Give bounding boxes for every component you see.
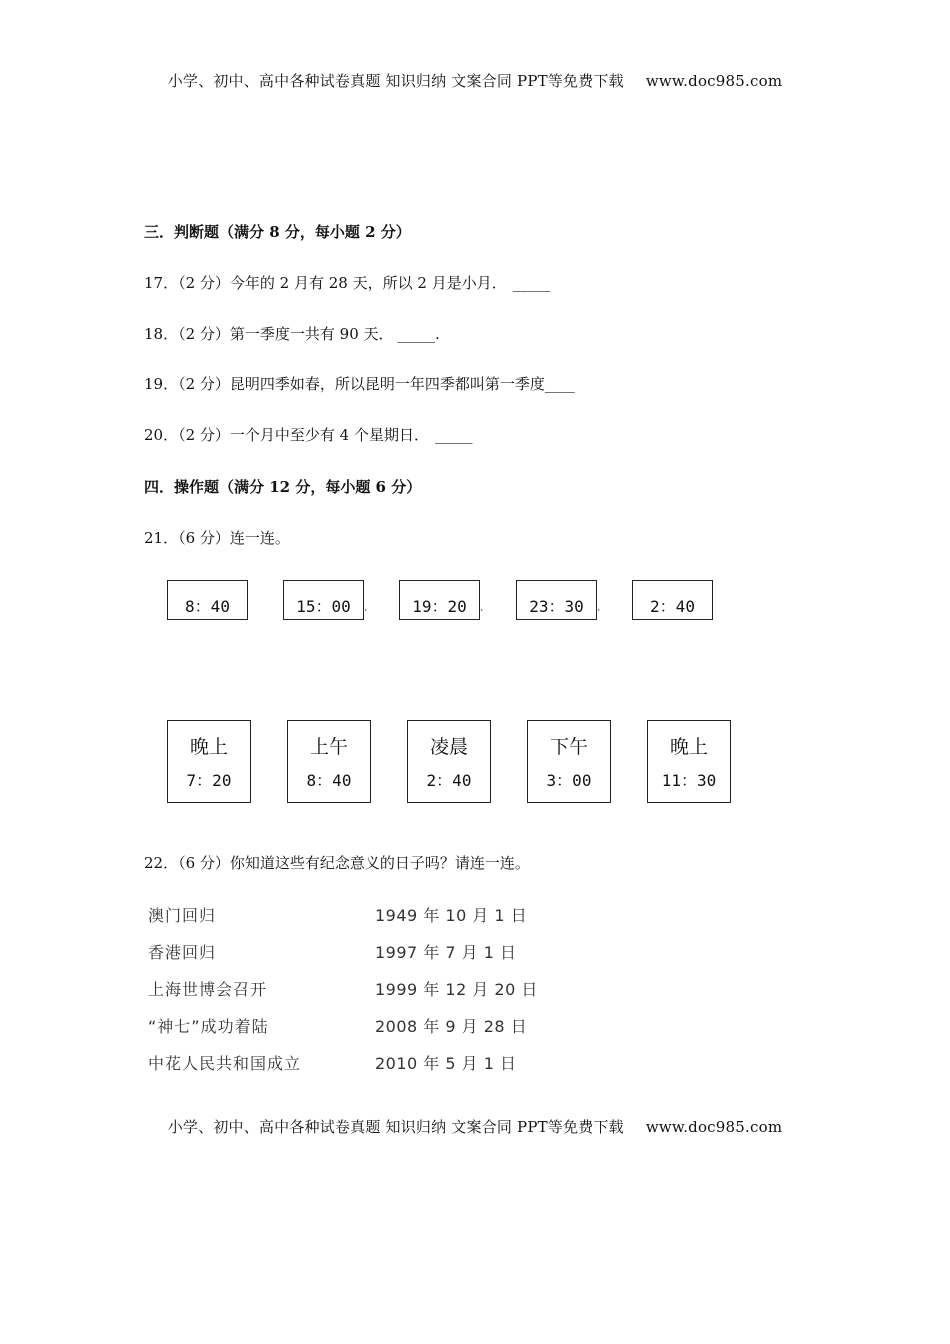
question-number: 18． bbox=[144, 325, 179, 343]
footer-text: 小学、初中、高中各种试卷真题 知识归纳 文案合同 PPT等免费下载 bbox=[167, 1118, 624, 1136]
dot-marker: ⸳ bbox=[480, 604, 483, 615]
clock-time: 7：20 bbox=[186, 771, 232, 790]
period-label: 晚上 bbox=[189, 736, 228, 758]
date-item[interactable]: 2008 年 9 月 28 日 bbox=[375, 1017, 528, 1036]
question-score: （2 分） bbox=[178, 325, 230, 343]
question-19 bbox=[144, 373, 575, 394]
event-item[interactable]: 中花人民共和国成立 bbox=[148, 1054, 302, 1073]
clock-time: 2：40 bbox=[426, 771, 472, 790]
question-score: （6 分） bbox=[178, 854, 230, 872]
page-header bbox=[0, 70, 950, 91]
date-item[interactable]: 1949 年 10 月 1 日 bbox=[375, 906, 528, 925]
question-text: 连一连。 bbox=[229, 529, 290, 547]
period-label: 晚上 bbox=[669, 736, 708, 758]
question-score: （2 分） bbox=[178, 375, 230, 393]
question-text: 你知道这些有纪念意义的日子吗？请连一连。 bbox=[229, 854, 530, 872]
time-label: 15：00 bbox=[296, 597, 351, 616]
question-number: 19． bbox=[144, 375, 179, 393]
period-label: 下午 bbox=[549, 736, 588, 758]
clock-time: 8：40 bbox=[306, 771, 352, 790]
period-label: 凌晨 bbox=[429, 736, 468, 758]
time-box-top[interactable] bbox=[399, 580, 483, 620]
answer-blank[interactable]: _____ bbox=[435, 426, 473, 444]
date-item[interactable]: 1999 年 12 月 20 日 bbox=[375, 980, 538, 999]
date-item[interactable]: 1997 年 7 月 1 日 bbox=[375, 943, 517, 962]
time-box-top[interactable] bbox=[283, 580, 367, 620]
header-site: www.doc985.com bbox=[645, 72, 783, 90]
question-text: 第一季度一共有 90 天． bbox=[229, 325, 394, 343]
header-text: 小学、初中、高中各种试卷真题 知识归纳 文案合同 PPT等免费下载 bbox=[167, 72, 624, 90]
time-box-top[interactable] bbox=[516, 580, 600, 620]
question-text: 一个月中至少有 4 个星期日． bbox=[229, 426, 429, 444]
time-box-bottom[interactable] bbox=[647, 720, 731, 803]
answer-blank[interactable]: _____ bbox=[512, 274, 551, 292]
question-21 bbox=[144, 527, 290, 548]
dot-marker: ⸳ bbox=[597, 604, 600, 615]
question-score: （2 分） bbox=[178, 426, 230, 444]
clock-time: 11：30 bbox=[661, 771, 717, 790]
time-box-bottom[interactable] bbox=[527, 720, 611, 803]
question-number: 22． bbox=[144, 854, 179, 872]
question-text: 昆明四季如春，所以昆明一年四季都叫第一季度 bbox=[229, 375, 545, 393]
time-label: 8：40 bbox=[185, 597, 230, 616]
time-box-bottom[interactable] bbox=[287, 720, 371, 803]
time-label: 23：30 bbox=[529, 597, 584, 616]
question-18 bbox=[144, 323, 440, 344]
question-score: （2 分） bbox=[178, 274, 230, 292]
time-box-top[interactable] bbox=[632, 580, 713, 620]
clock-time: 3：00 bbox=[546, 771, 592, 790]
event-item[interactable]: 上海世博会召开 bbox=[148, 980, 268, 999]
time-box-bottom[interactable] bbox=[167, 720, 251, 803]
time-box-bottom[interactable] bbox=[407, 720, 491, 803]
period-label: 上午 bbox=[309, 736, 348, 758]
dot-marker: ⸳ bbox=[364, 604, 367, 615]
question-22 bbox=[144, 852, 530, 873]
page-footer bbox=[0, 1116, 950, 1137]
event-item[interactable]: 澳门回归 bbox=[148, 906, 217, 925]
question-score: （6 分） bbox=[178, 529, 230, 547]
question-text: 今年的 2 月有 28 天，所以 2 月是小月． bbox=[229, 274, 507, 292]
question-number: 20． bbox=[144, 426, 179, 444]
section-3-title: 三．判断题（满分 8 分，每小题 2 分） bbox=[144, 223, 411, 241]
time-label: 19：20 bbox=[412, 597, 467, 616]
question-number: 21． bbox=[144, 529, 179, 547]
event-item[interactable]: “神七”成功着陆 bbox=[148, 1017, 269, 1036]
date-item[interactable]: 2010 年 5 月 1 日 bbox=[375, 1054, 517, 1073]
answer-blank[interactable]: ____ bbox=[544, 375, 575, 393]
question-17 bbox=[144, 272, 550, 293]
question-number: 17． bbox=[144, 274, 179, 292]
time-box-top[interactable] bbox=[167, 580, 248, 620]
event-item[interactable]: 香港回归 bbox=[148, 943, 217, 962]
footer-site: www.doc985.com bbox=[645, 1118, 783, 1136]
question-20 bbox=[144, 424, 473, 445]
answer-blank[interactable]: _____. bbox=[397, 325, 440, 343]
section-4-title: 四．操作题（满分 12 分，每小题 6 分） bbox=[144, 478, 422, 496]
time-label: 2：40 bbox=[650, 597, 695, 616]
